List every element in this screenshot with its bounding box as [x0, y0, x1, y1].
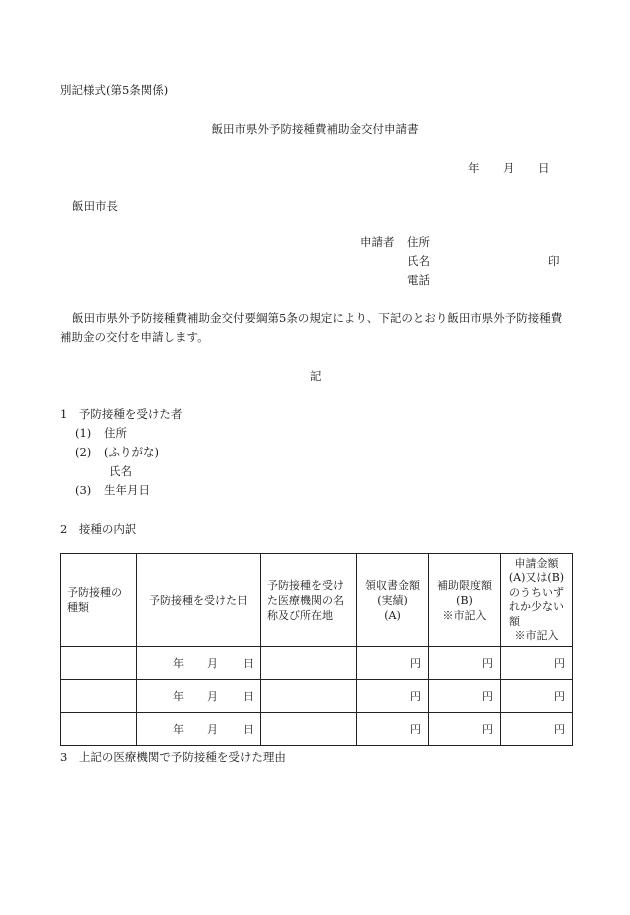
table-row [61, 680, 573, 713]
applicant-address-label: 住所 [407, 235, 430, 249]
cell-vaccine-type[interactable] [61, 647, 137, 680]
form-reference: 別記様式(第5条関係) [60, 83, 169, 97]
cell-receipt-amount[interactable]: 円 [357, 647, 429, 680]
cell-vaccination-date[interactable]: 年 月 日 [137, 680, 261, 713]
item-3-number: (3) [75, 483, 92, 497]
section-2-heading: 2 接種の内訳 [60, 522, 137, 536]
cell-clinic[interactable] [261, 647, 357, 680]
date-month: 月 [503, 161, 515, 175]
table-row [61, 713, 573, 746]
cell-vaccination-date[interactable]: 年 月 日 [137, 713, 261, 746]
applicant-name-label: 氏名 [407, 254, 430, 268]
header-vaccination-date: 予防接種を受けた日 [137, 554, 261, 647]
cell-requested-amount: 円 [501, 680, 573, 713]
header-requested-amount: 申請金額 (A)又は(B) のうちいず れか少ない 額 ※市記入 [501, 554, 573, 647]
cell-receipt-amount[interactable]: 円 [357, 713, 429, 746]
date-year: 年 [468, 161, 480, 175]
cell-clinic[interactable] [261, 713, 357, 746]
item-2-name: 氏名 [109, 464, 132, 478]
header-subsidy-limit: 補助限度額 (B) ※市記入 [429, 554, 501, 647]
cell-requested-amount: 円 [501, 713, 573, 746]
header-receipt-amount: 領収書金額 (実績) (A) [357, 554, 429, 647]
section-1-heading: 1 予防接種を受けた者 [60, 407, 183, 421]
cell-clinic[interactable] [261, 680, 357, 713]
header-vaccine-type: 予防接種の 種類 [61, 554, 137, 647]
cell-subsidy-limit: 円 [429, 647, 501, 680]
document-title: 飯田市県外予防接種費補助金交付申請書 [211, 122, 419, 136]
applicant-phone-label: 電話 [407, 273, 430, 287]
vaccination-breakdown-table [60, 553, 573, 746]
seal-mark: 印 [548, 254, 560, 268]
date-day: 日 [538, 161, 550, 175]
item-2-number: (2) [75, 445, 92, 459]
section-3-heading: 3 上記の医療機関で予防接種を受けた理由 [60, 750, 286, 764]
cell-subsidy-limit: 円 [429, 713, 501, 746]
addressee: 飯田市長 [72, 199, 118, 213]
cell-requested-amount: 円 [501, 647, 573, 680]
item-2-furigana: (ふりがな) [104, 445, 159, 459]
table-row [61, 647, 573, 680]
item-1-address: 住所 [104, 426, 127, 440]
item-1-number: (1) [75, 426, 92, 440]
item-3-birthdate: 生年月日 [104, 483, 150, 497]
cell-receipt-amount[interactable]: 円 [357, 680, 429, 713]
cell-subsidy-limit: 円 [429, 680, 501, 713]
table-header-row [61, 554, 573, 647]
cell-vaccine-type[interactable] [61, 713, 137, 746]
body-line-2: 補助金の交付を申請します。 [60, 330, 209, 344]
header-clinic: 予防接種を受け た医療機関の名 称及び所在地 [261, 554, 357, 647]
cell-vaccine-type[interactable] [61, 680, 137, 713]
ki-mark: 記 [310, 369, 322, 383]
body-line-1: 飯田市県外予防接種費補助金交付要綱第5条の規定により、下記のとおり飯田市県外予防接種費 [72, 311, 563, 325]
cell-vaccination-date[interactable]: 年 月 日 [137, 647, 261, 680]
applicant-label: 申請者 [360, 235, 395, 249]
